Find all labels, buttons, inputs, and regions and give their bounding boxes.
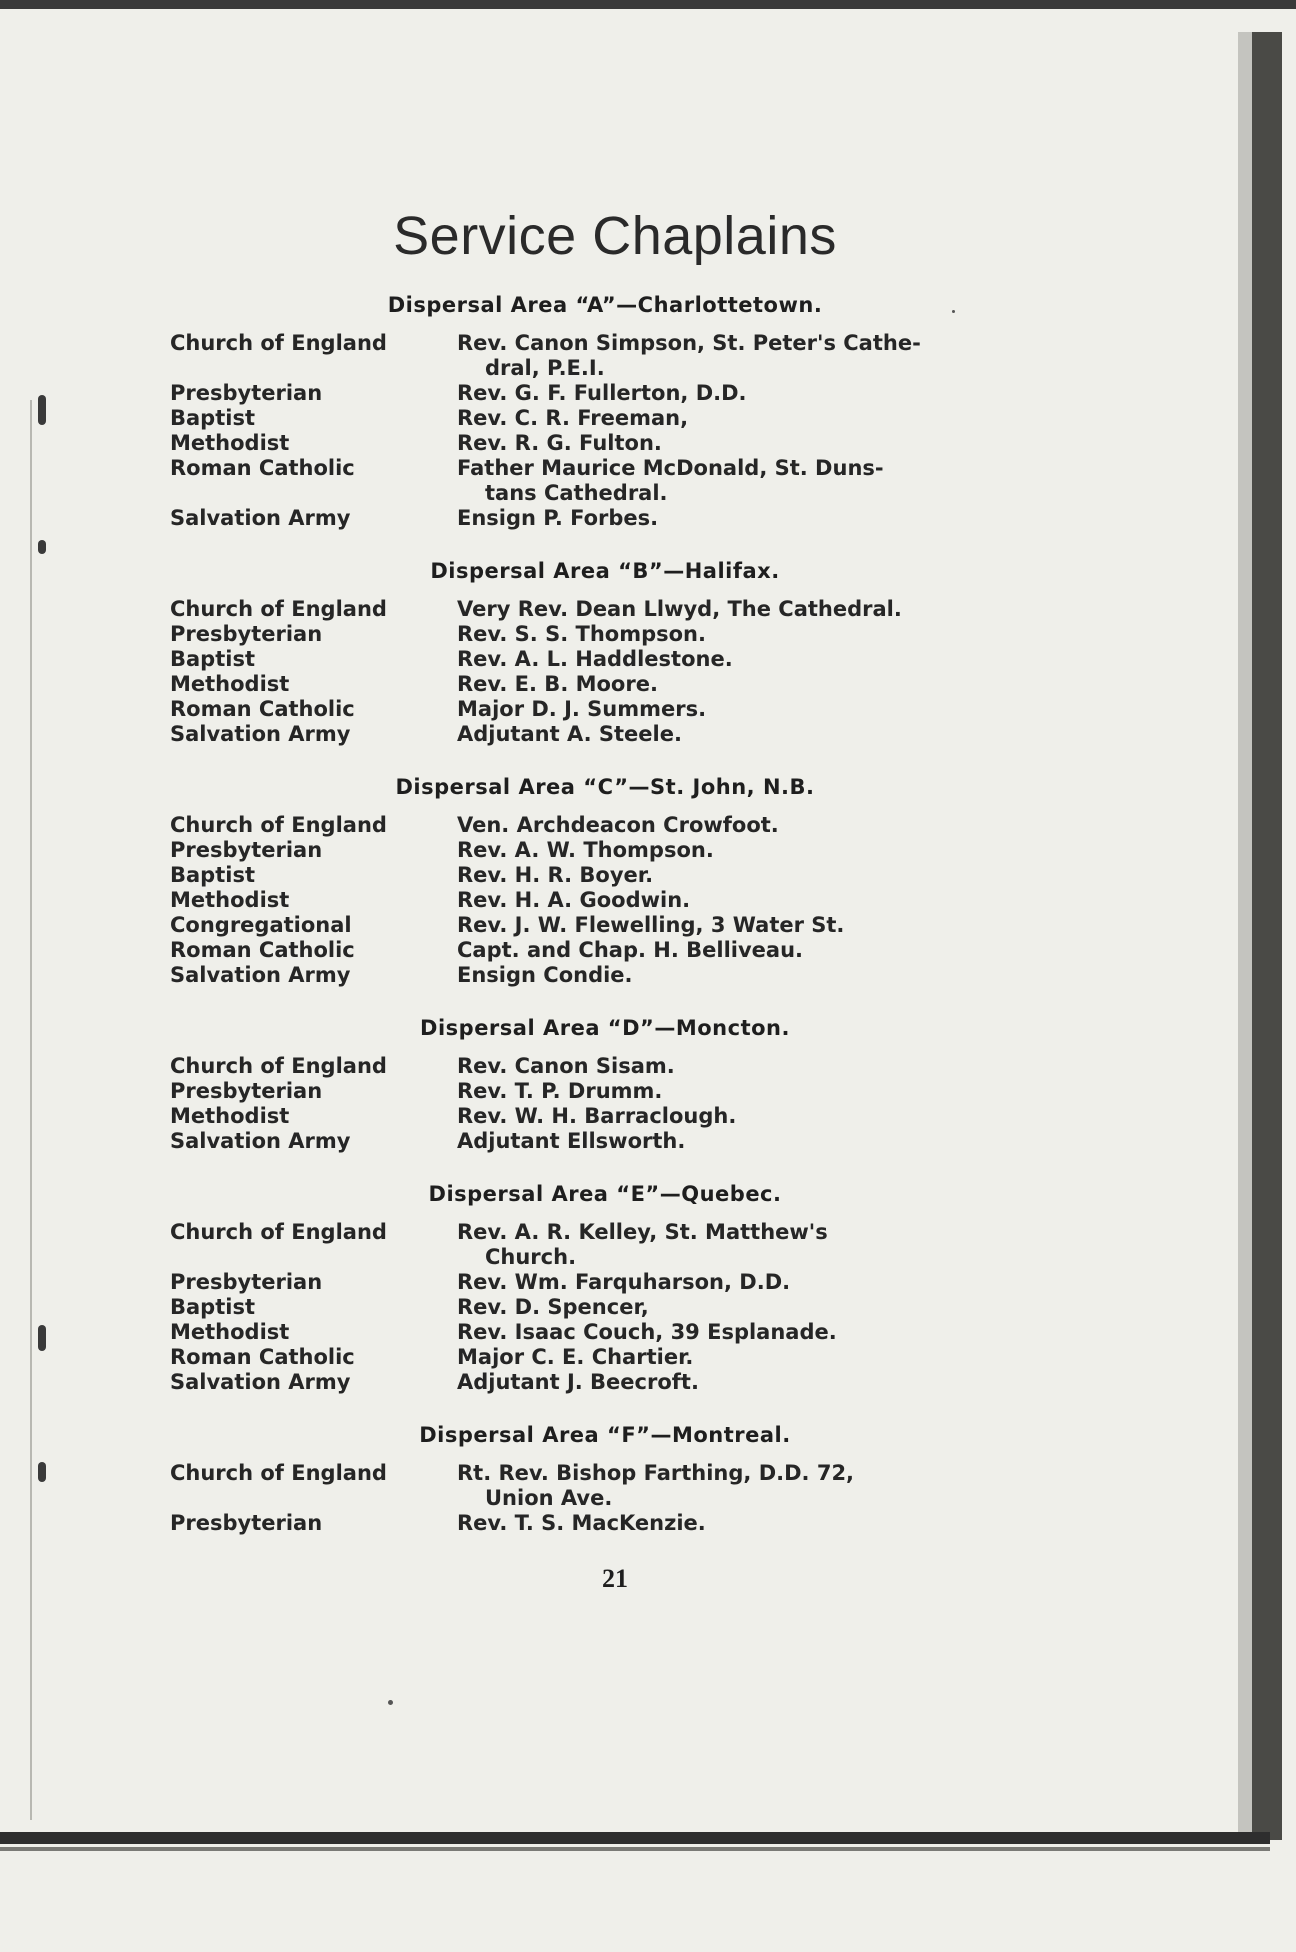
denomination-label: Methodist <box>170 431 290 455</box>
chaplain-entry <box>170 647 1040 672</box>
dispersal-area-section <box>170 1016 1040 1154</box>
chaplain-entry <box>170 1295 1040 1320</box>
denomination-label: Church of England <box>170 1054 387 1078</box>
chaplain-name <box>457 1320 1022 1345</box>
chaplain-name <box>457 963 1022 988</box>
denomination-label: Methodist <box>170 1104 290 1128</box>
chaplain-name-line: Rev. T. P. Drumm. <box>457 1079 663 1103</box>
chaplain-entry <box>170 381 1040 406</box>
chaplain-sections <box>170 293 1040 1536</box>
page-right-shadow <box>1238 32 1252 1840</box>
chaplain-entry <box>170 1370 1040 1395</box>
denomination-label: Church of England <box>170 1461 387 1485</box>
chaplain-entry <box>170 913 1040 938</box>
dispersal-area-section <box>170 1182 1040 1395</box>
area-heading: Dispersal Area “D”—Moncton. <box>420 1016 790 1040</box>
denomination-label: Presbyterian <box>170 1511 323 1535</box>
chaplain-name <box>457 1370 1022 1395</box>
chaplain-name-line: Rev. T. S. MacKenzie. <box>457 1511 706 1535</box>
chaplain-name-line: Rev. J. W. Flewelling, 3 Water St. <box>457 913 845 937</box>
chaplain-name-line: Rev. H. A. Goodwin. <box>457 888 691 912</box>
chaplain-name-line: Rev. G. F. Fullerton, D.D. <box>457 381 747 405</box>
chaplain-name <box>457 431 1022 456</box>
denomination-label: Methodist <box>170 888 290 912</box>
area-heading: Dispersal Area “C”—St. John, N.B. <box>395 775 815 799</box>
area-heading: Dispersal Area “B”—Halifax. <box>430 559 780 583</box>
denomination-label: Presbyterian <box>170 381 323 405</box>
scan-right-edge <box>1252 32 1282 1840</box>
chaplain-name <box>457 697 1022 722</box>
scan-top-edge <box>0 0 1296 9</box>
denomination-label: Methodist <box>170 672 290 696</box>
chaplain-entry <box>170 1104 1040 1129</box>
chaplain-name-line: Rev. A. L. Haddlestone. <box>457 647 733 671</box>
binding-mark <box>38 540 46 554</box>
denomination-label: Roman Catholic <box>170 456 355 480</box>
chaplain-name-line: Rev. S. S. Thompson. <box>457 622 706 646</box>
dispersal-area-section <box>170 559 1040 747</box>
dispersal-area-section <box>170 775 1040 988</box>
chaplain-name-line: Rev. Canon Simpson, St. Peter's Cathe- <box>457 331 921 355</box>
denomination-label: Baptist <box>170 1295 255 1319</box>
chaplain-name <box>457 863 1022 888</box>
area-heading: Dispersal Area “E”—Quebec. <box>428 1182 782 1206</box>
chaplain-entry <box>170 1129 1040 1154</box>
scan-speck <box>388 1700 393 1705</box>
dispersal-area-section <box>170 293 1040 531</box>
chaplain-name-line: Rev. Isaac Couch, 39 Esplanade. <box>457 1320 837 1344</box>
chaplain-name-line: Rev. H. R. Boyer. <box>457 863 654 887</box>
chaplain-name-line: Rev. W. H. Barraclough. <box>457 1104 737 1128</box>
chaplain-entry <box>170 1270 1040 1295</box>
chaplain-entry <box>170 506 1040 531</box>
chaplain-name <box>457 622 1022 647</box>
chaplain-name-line: Adjutant A. Steele. <box>457 722 682 746</box>
page-number: 21 <box>602 1564 628 1593</box>
page-content <box>170 205 1040 1594</box>
chaplain-name <box>457 813 1022 838</box>
binding-mark <box>38 1462 46 1482</box>
denomination-label: Baptist <box>170 647 255 671</box>
chaplain-name-line: Adjutant Ellsworth. <box>457 1129 686 1153</box>
chaplain-entry <box>170 406 1040 431</box>
area-heading: Dispersal Area “A”—Charlottetown. <box>387 293 823 317</box>
chaplain-entry <box>170 938 1040 963</box>
chaplain-name-line: Ven. Archdeacon Crowfoot. <box>457 813 779 837</box>
denomination-label: Methodist <box>170 1320 290 1344</box>
chaplain-name-line: Ensign P. Forbes. <box>457 506 659 530</box>
chaplain-name <box>457 722 1022 747</box>
chaplain-name-line: Rev. C. R. Freeman, <box>457 406 689 430</box>
chaplain-name-line: Capt. and Chap. H. Belliveau. <box>457 938 803 962</box>
chaplain-entry <box>170 456 1040 506</box>
chaplain-name <box>457 1129 1022 1154</box>
chaplain-entry <box>170 697 1040 722</box>
binding-mark <box>38 395 46 425</box>
chaplain-name-line: Major C. E. Chartier. <box>457 1345 694 1369</box>
chaplain-entry <box>170 1220 1040 1270</box>
chaplain-entry <box>170 888 1040 913</box>
chaplain-name-line: Rev. D. Spencer, <box>457 1295 649 1319</box>
chaplain-entry <box>170 622 1040 647</box>
chaplain-entry <box>170 1054 1040 1079</box>
chaplain-entry <box>170 1345 1040 1370</box>
chaplain-name <box>457 1054 1022 1079</box>
chaplain-name <box>457 1345 1022 1370</box>
chaplain-name-line: Major D. J. Summers. <box>457 697 707 721</box>
chaplain-name <box>457 1220 1022 1270</box>
denomination-label: Presbyterian <box>170 1270 323 1294</box>
chaplain-name <box>457 1270 1022 1295</box>
chaplain-name-line: Very Rev. Dean Llwyd, The Cathedral. <box>457 597 902 621</box>
denomination-label: Baptist <box>170 406 255 430</box>
denomination-label: Salvation Army <box>170 1370 351 1394</box>
chaplain-entry <box>170 1461 1040 1511</box>
chaplain-name <box>457 938 1022 963</box>
chaplain-name-line: Adjutant J. Beecroft. <box>457 1370 699 1394</box>
chaplain-entry <box>170 1079 1040 1104</box>
chaplain-entry <box>170 722 1040 747</box>
chaplain-name <box>457 1079 1022 1104</box>
chaplain-entry <box>170 431 1040 456</box>
chaplain-name <box>457 913 1022 938</box>
denomination-label: Roman Catholic <box>170 1345 355 1369</box>
denomination-label: Salvation Army <box>170 1129 351 1153</box>
chaplain-name <box>457 838 1022 863</box>
chaplain-name <box>457 672 1022 697</box>
chaplain-entry <box>170 1511 1040 1536</box>
chaplain-name-line: Rev. A. W. Thompson. <box>457 838 714 862</box>
chaplain-entry <box>170 597 1040 622</box>
chaplain-name-line: Rev. A. R. Kelley, St. Matthew's <box>457 1220 828 1244</box>
chaplain-name <box>457 1511 1022 1536</box>
chaplain-name <box>457 1295 1022 1320</box>
denomination-label: Congregational <box>170 913 352 937</box>
chaplain-name-line: Rev. Wm. Farquharson, D.D. <box>457 1270 791 1294</box>
chaplain-name <box>457 406 1022 431</box>
denomination-label: Roman Catholic <box>170 938 355 962</box>
denomination-label: Salvation Army <box>170 506 351 530</box>
chaplain-entry <box>170 838 1040 863</box>
denomination-label: Baptist <box>170 863 255 887</box>
chaplain-name-continuation: Church. <box>485 1245 577 1269</box>
denomination-label: Presbyterian <box>170 622 323 646</box>
chaplain-entry <box>170 813 1040 838</box>
chaplain-entry <box>170 863 1040 888</box>
scan-bottom-edge <box>0 1832 1270 1844</box>
area-heading: Dispersal Area “F”—Montreal. <box>419 1423 791 1447</box>
chaplain-name-line: Rt. Rev. Bishop Farthing, D.D. 72, <box>457 1461 855 1485</box>
page-title: Service Chaplains <box>393 206 837 266</box>
binding-line <box>30 400 32 1820</box>
chaplain-name-line: Father Maurice McDonald, St. Duns- <box>457 456 884 480</box>
scan-bottom-edge-shadow <box>0 1847 1270 1851</box>
chaplain-name <box>457 1461 1022 1511</box>
chaplain-entry <box>170 672 1040 697</box>
denomination-label: Presbyterian <box>170 838 323 862</box>
denomination-label: Church of England <box>170 813 387 837</box>
chaplain-name <box>457 1104 1022 1129</box>
binding-mark <box>38 1325 46 1351</box>
chaplain-name-continuation: tans Cathedral. <box>485 481 668 505</box>
dispersal-area-section <box>170 1423 1040 1536</box>
chaplain-name <box>457 456 1022 506</box>
chaplain-name-line: Rev. R. G. Fulton. <box>457 431 662 455</box>
chaplain-name-line: Rev. E. B. Moore. <box>457 672 658 696</box>
denomination-label: Church of England <box>170 597 387 621</box>
chaplain-name <box>457 647 1022 672</box>
denomination-label: Presbyterian <box>170 1079 323 1103</box>
denomination-label: Salvation Army <box>170 963 351 987</box>
chaplain-name <box>457 506 1022 531</box>
chaplain-entry <box>170 963 1040 988</box>
chaplain-name <box>457 331 1022 381</box>
chaplain-name <box>457 597 1022 622</box>
chaplain-name-line: Rev. Canon Sisam. <box>457 1054 675 1078</box>
denomination-label: Church of England <box>170 1220 387 1244</box>
denomination-label: Church of England <box>170 331 387 355</box>
chaplain-name-line: Ensign Condie. <box>457 963 633 987</box>
chaplain-name <box>457 888 1022 913</box>
chaplain-name-continuation: Union Ave. <box>485 1486 613 1510</box>
chaplain-entry <box>170 331 1040 381</box>
denomination-label: Salvation Army <box>170 722 351 746</box>
chaplain-entry <box>170 1320 1040 1345</box>
chaplain-name-continuation: dral, P.E.I. <box>485 356 605 380</box>
chaplain-name <box>457 381 1022 406</box>
denomination-label: Roman Catholic <box>170 697 355 721</box>
